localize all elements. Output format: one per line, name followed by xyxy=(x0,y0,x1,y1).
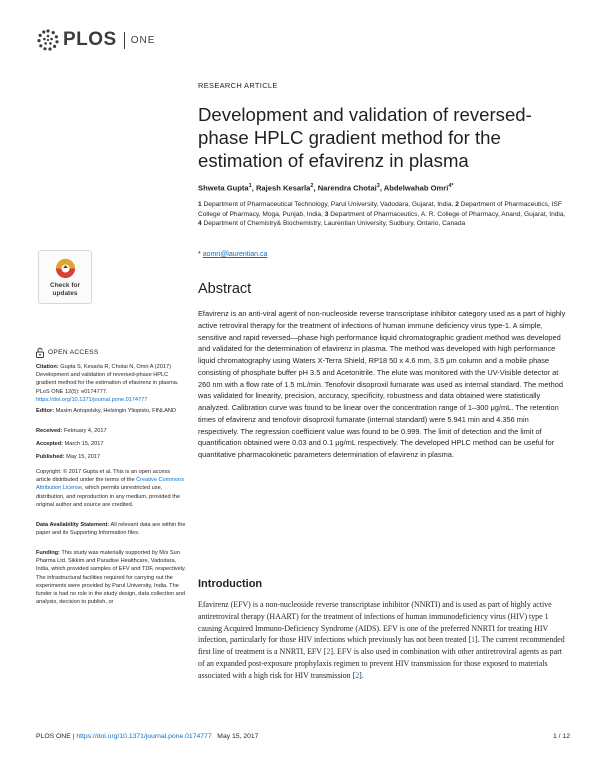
introduction-text xyxy=(198,599,570,681)
affil-text: Department of Pharmaceutics, ISF College of Pharmacy, Moga, Punjab, India, xyxy=(198,201,562,218)
received-block xyxy=(36,427,186,435)
accepted-label: Accepted: xyxy=(36,441,64,447)
editor-text: Maxim Antopolsky, Helsingin Yliopisto, FINLAND xyxy=(55,408,177,414)
data-availability-label: Data Availability Statement: xyxy=(36,522,110,528)
reference-link[interactable]: 1 xyxy=(471,635,476,645)
affil-text: Department of Pharmaceutics, A. R. College of Pharmacy, Anand, Gujarat, India, xyxy=(330,210,566,218)
author-sep: , xyxy=(251,183,256,193)
open-access-indicator xyxy=(36,347,99,358)
footer-separator: | xyxy=(70,733,77,740)
copyright-text: , which permits unrestricted use, distribution, and reproduction in any medium, provided the original author and source are credited. xyxy=(36,485,180,508)
email-link[interactable]: aomri@laurentian.ca xyxy=(202,251,268,258)
author-affil-sup: 4 xyxy=(448,183,452,189)
open-access-lock-icon xyxy=(36,347,44,358)
author-name: Shweta Gupta xyxy=(198,183,249,193)
check-updates-line: Check for xyxy=(50,282,80,289)
introduction-heading: Introduction xyxy=(198,578,263,590)
author-name: Rajesh Kesarla xyxy=(255,183,311,193)
page-number: 1 / 12 xyxy=(552,733,570,740)
copyright-text: Copyright: © 2017 Gupta et al. This is an open access article distributed under the terms of the xyxy=(36,469,170,484)
editor-block xyxy=(36,407,186,415)
editor-label: Editor: xyxy=(36,408,55,414)
published-label: Published: xyxy=(36,454,65,460)
citation-label: Citation: xyxy=(36,364,59,370)
author-list xyxy=(198,183,570,193)
intro-text-part: Efavirenz (EFV) is a non-nucleoside reverse transcriptase inhibitor (NNRTI) and is used as part of highly active antiretroviral therapy (HAART) for the treatment of infections of human immunodeficiency virus (HIV) type 1 causing Acquired Immuno-Deficiency Syndrome (AIDS). EFV is one of the preferred NNRTI for treating HIV infection, particularly for those HIV infections which previously has not been treated [ xyxy=(198,600,552,645)
author-affil-sup: 2 xyxy=(310,183,314,189)
check-updates-icon xyxy=(54,257,77,280)
footer-doi-link[interactable]: https://doi.org/10.1371/journal.pone.0174777 xyxy=(76,733,212,740)
funding-label: Funding: xyxy=(36,550,60,556)
author-sep: , xyxy=(379,183,384,193)
page-footer xyxy=(36,733,570,740)
author-name: Narendra Chotai xyxy=(317,183,377,193)
logo-divider xyxy=(124,32,125,49)
corresponding-mark: * xyxy=(451,183,454,189)
data-availability-text: All relevant data are within the paper and its Supporting Information files. xyxy=(36,522,186,537)
received-date: February 4, 2017 xyxy=(64,428,107,434)
article-type: RESEARCH ARTICLE xyxy=(198,81,278,90)
license-link[interactable]: Creative Commons Attribution License xyxy=(36,477,184,492)
funding-block xyxy=(36,549,186,606)
affiliations xyxy=(198,200,570,229)
citation-text: Gupta S, Kesarla R, Chotai N, Omri A (2017) Development and validation of reversed-phase HPLC gradient method for the estimation of efavirenz in plasma. PLoS ONE 12(5): e0174777. xyxy=(36,364,179,395)
footer-date: May 15, 2017 xyxy=(217,733,259,740)
affil-text: Department of Pharmaceutical Technology, Parul University, Vadodara, Gujarat, India, xyxy=(203,201,456,208)
funding-text: This study was materially supported by M/s Sun Pharma Ltd. Sikkim and Paradise Healthcare, Vadodara, India, which provided samples of EFV and TDF, respectively. The infrastructural facilities required for carrying out the experiments were provided by Parul University, India. The funder is had no role in the study design, data collection and analysis, decision to publish, or xyxy=(36,550,186,606)
intro-text-part: ]. EFV is also used in combination with other antiretroviral agents as part of an expanded post-exposure prophylaxis regimen to prevent HIV transmission for those exposed to materials associated with a high risk for HIV transmission [ xyxy=(198,647,562,680)
check-updates-line: updates xyxy=(52,289,78,297)
author-name: Abdelwahab Omri xyxy=(383,183,449,193)
author-affil-sup: 1 xyxy=(248,183,252,189)
affil-text: Department of Chemistry& Biochemistry, Laurentian University, Sudbury, Ontario, Canada xyxy=(203,220,466,227)
check-updates-label xyxy=(39,282,91,297)
accepted-block xyxy=(36,440,186,448)
reference-link[interactable]: 2 xyxy=(355,670,360,680)
citation-doi-link[interactable]: https://doi.org/10.1371/journal.pone.0174777 xyxy=(36,396,148,403)
article-title: Development and validation of reversed-phase HPLC gradient method for the estimation of efavirenz in plasma xyxy=(198,104,532,171)
plos-wordmark: PLOS xyxy=(63,29,117,50)
affil-num: 1 xyxy=(198,201,202,208)
affil-num: 4 xyxy=(198,220,202,227)
author-sep: , xyxy=(313,183,318,193)
footer-journal: PLOS ONE xyxy=(36,733,71,740)
open-access-label: OPEN ACCESS xyxy=(48,349,99,356)
intro-text-part: ]. The current recommended first line of treatment is a NNRTI, EFV [ xyxy=(198,635,565,656)
abstract-heading: Abstract xyxy=(198,281,252,297)
received-label: Received: xyxy=(36,428,63,434)
plos-dots-icon xyxy=(36,28,60,52)
copyright-block xyxy=(36,468,186,509)
abstract-text: Efavirenz is an anti-viral agent of non-nucleoside reverse transcriptase inhibitor category used as a part of highly active retroviral therapy for the treatment of infections of human immune deficiency virus type-1. A simple, sensitive and rapid reversed—phase high performance liquid chromatographic gradient method was developed and validated for the determination of efavirenz in plasma. The method was developed with high performance liquid chromatography using Waters X-Terra Shield, RP18 50 x 4.6 mm, 3.5 μm column and a mobile phase consisting of phosphate buffer pH 3.5 and Acetonitrile. The elute was monitored with the UV-Visible detector at 260 nm with a flow rate of 1.5 mL/min. Tenofovir disoproxil fumarate was used as internal standard. The method was validated for linearity, precision, accuracy, specificity, robustness and data obtained were statistically analyzed. Calibration curve was found to be linear over the concentration range of 1–300 μg/mL. The retention times of efavirenz and tenofovir disoproxil fumarate (internal standard) were 5.941 min and 4.356 min respectively. The regression coefficient value was found to be 0.999. The limit of detection and the limit of quantification obtained were 0.03 and 0.1 μg/mL respectively. The developed HPLC method can be useful for quantitative pharmacokinetic parameters determination of efavirenz in plasma. xyxy=(198,309,566,459)
accepted-date: March 15, 2017 xyxy=(64,441,104,447)
intro-text-part: ]. xyxy=(359,670,364,680)
reference-link[interactable]: 2 xyxy=(326,647,331,656)
published-date: May 15, 2017 xyxy=(66,454,101,460)
check-for-updates-badge[interactable] xyxy=(38,250,92,304)
journal-name: ONE xyxy=(130,34,156,46)
data-availability-block xyxy=(36,521,186,537)
affil-num: 3 xyxy=(324,210,329,218)
author-affil-sup: 3 xyxy=(376,183,380,189)
corresponding-email xyxy=(198,251,570,258)
affil-num: 2 xyxy=(455,201,459,208)
published-block xyxy=(36,453,186,461)
citation-block xyxy=(36,363,186,404)
email-star: * xyxy=(198,251,201,258)
plos-logo xyxy=(36,28,155,52)
